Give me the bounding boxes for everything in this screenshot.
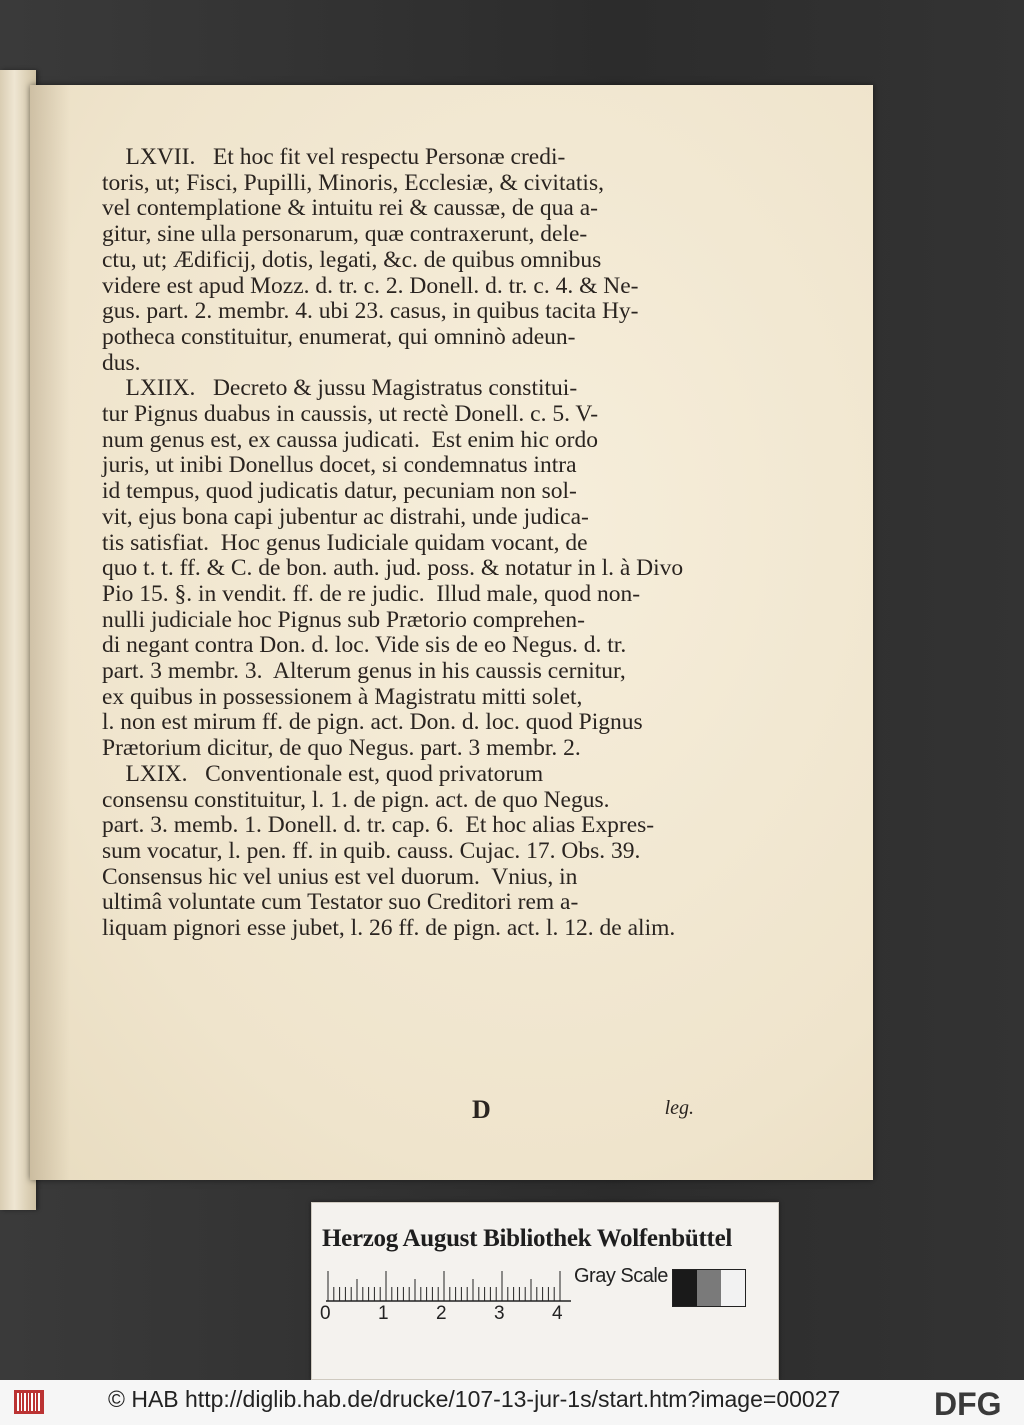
ruler-label: 1 [378,1303,389,1324]
text-line: ultimâ voluntate cum Testator suo Creditori rem a- [102,889,579,916]
text-line: gus. part. 2. membr. 4. ubi 23. casus, in quibus tacita Hy- [102,298,639,325]
ruler-label: 0 [320,1303,331,1324]
text-line: Consensus hic vel unius est vel duorum. Vnius, in [102,863,578,890]
dfg-logo-icon [934,1386,1014,1420]
text-line: toris, ut; Fisci, Pupilli, Minoris, Ecclesiæ, & civitatis, [102,169,604,196]
paragraph-lxiix [102,376,702,762]
barcode-icon [14,1390,44,1414]
text-line: sum vocatur, l. pen. ff. in quib. causs. Cujac. 17. Obs. 39. [102,837,641,864]
gray-swatch-dark [673,1270,697,1306]
text-line: potheca constituitur, enumerat, qui omninò adeun- [102,323,576,350]
color-scale-card [311,1202,779,1380]
gray-scale-swatches [672,1269,746,1307]
text-line: videre est apud Mozz. d. tr. c. 2. Donell. d. tr. c. 4. & Ne- [102,272,639,299]
text-line: Prætorium dicitur, de quo Negus. part. 3 membr. 2. [102,735,581,762]
ruler-labels [320,1303,580,1329]
text-line: di negant contra Don. d. loc. Vide sis de eo Negus. d. tr. [102,632,627,659]
text-line: num genus est, ex caussa judicati. Est enim hic ordo [102,426,599,453]
text-line: LXIX. Conventionale est, quod privatorum [102,760,544,787]
ruler-label: 2 [436,1303,447,1324]
text-line: dus. [102,349,141,376]
footer-bar [0,1380,1024,1425]
signature-row [102,1095,702,1125]
text-line: id tempus, quod judicatis datur, pecuniam non sol- [102,478,577,505]
ruler-icon [326,1263,571,1303]
text-line: LXVII. Et hoc fit vel respectu Personæ credi- [102,144,566,170]
text-line: ctu, ut; Ædificij, dotis, legati, &c. de quibus omnibus [102,246,602,273]
paragraph-lxix [102,762,702,942]
gray-scale-label: Gray Scale [574,1265,668,1287]
page-text [102,145,702,942]
text-line: part. 3. memb. 1. Donell. d. tr. cap. 6. Et hoc alias Expres- [102,812,655,839]
signature-mark: D [472,1095,491,1124]
text-line: tur Pignus duabus in caussis, ut rectè Donell. c. 5. V- [102,401,599,428]
library-name: Herzog August Bibliothek Wolfenbüttel [322,1225,733,1252]
ruler-label: 3 [494,1303,505,1324]
gray-swatch-light [721,1270,745,1306]
text-line: gitur, sine ulla personarum, quæ contraxerunt, dele- [102,221,588,248]
text-line: nulli judiciale hoc Pignus sub Prætorio comprehen- [102,606,585,633]
gray-swatch-mid [697,1270,721,1306]
text-line: vel contemplatione & intuitu rei & caussæ, de qua a- [102,195,598,222]
text-line: part. 3 membr. 3. Alterum genus in his caussis cernitur, [102,658,626,685]
ruler-label: 4 [552,1303,563,1324]
text-line: LXIIX. Decreto & jussu Magistratus constitui- [102,375,578,402]
text-line: juris, ut inibi Donellus docet, si condemnatus intra [102,452,577,479]
dfg-logo-text: DFG [934,1386,1002,1420]
text-line: liquam pignori esse jubet, l. 26 ff. de pign. act. l. 12. de alim. [102,915,676,942]
paragraph-lxvii [102,145,702,376]
text-line: l. non est mirum ff. de pign. act. Don. d. loc. quod Pignus [102,709,643,736]
text-line: Pio 15. §. in vendit. ff. de re judic. Illud male, quod non- [102,580,641,607]
copyright-url-text: © HAB http://diglib.hab.de/drucke/107-13-jur-1s/start.htm?image=00027 [108,1386,841,1412]
text-line: tis satisfiat. Hoc genus Iudiciale quidam vocant, de [102,529,588,556]
book-page [30,85,873,1180]
text-line: vit, ejus bona capi jubentur ac distrahi, unde judica- [102,503,589,530]
text-line: ex quibus in possessionem à Magistratu mitti solet, [102,683,583,710]
catchword: leg. [664,1097,694,1119]
page-gutter-shadow [30,85,70,1180]
text-line: quo t. t. ff. & C. de bon. auth. jud. poss. & notatur in l. à Divo [102,555,684,582]
text-line: consensu constituitur, l. 1. de pign. act. de quo Negus. [102,786,610,813]
